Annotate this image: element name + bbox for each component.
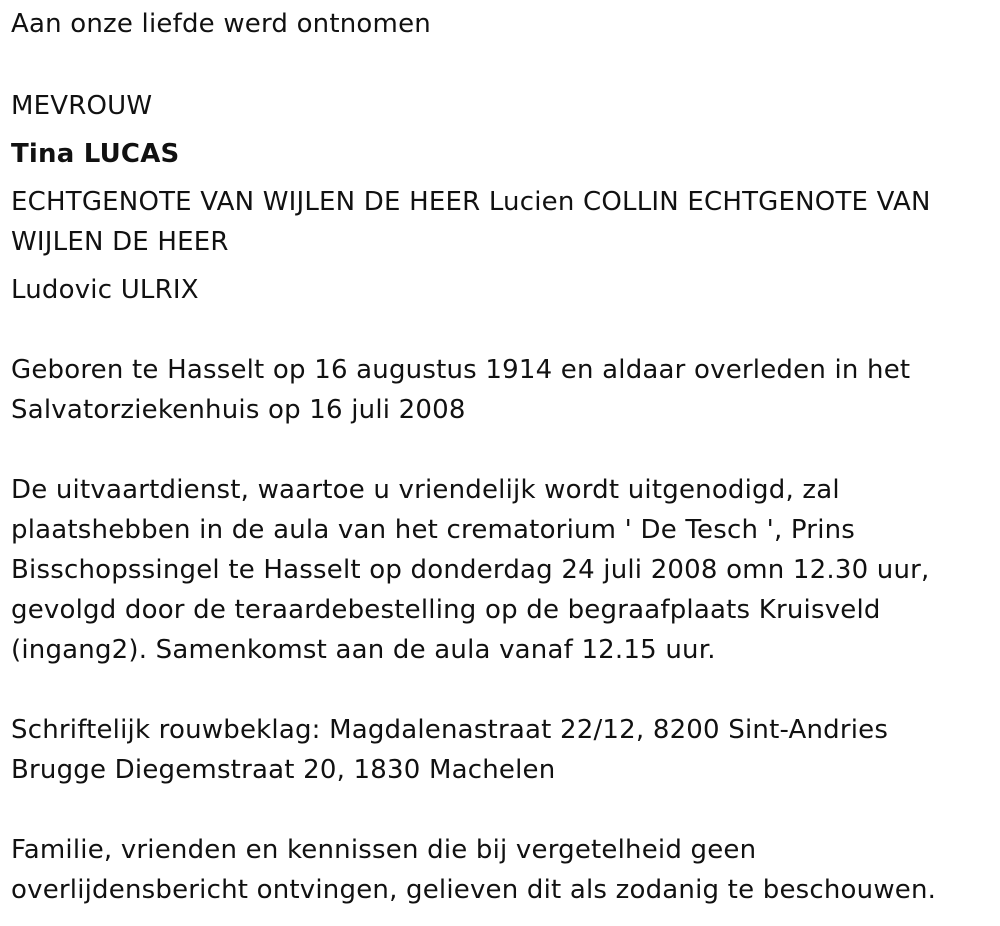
closing-line-2: overlijdensbericht ontvingen, gelieven dit als zodanig te beschouwen. [11, 875, 937, 905]
intro-line: Aan onze liefde werd ontnomen [11, 9, 431, 39]
honorific-title [11, 86, 152, 126]
closing-line-1: Familie, vrienden en kennissen die bij vergetelheid geen [11, 835, 757, 865]
deceased-name [11, 134, 179, 174]
condolence-line-2: Brugge Diegemstraat 20, 1830 Machelen [11, 755, 556, 785]
condolence-line-1: Schriftelijk rouwbeklag: Magdalenastraat 22/12, 8200 Sint-Andries [11, 715, 889, 745]
spouse-info [11, 182, 986, 262]
funeral-line-4: gevolgd door de teraardebestelling op de begraafplaats Kruisveld [11, 595, 881, 625]
spouse-line-1: ECHTGENOTE VAN WIJLEN DE HEER Lucien COLLIN ECHTGENOTE VAN [11, 187, 931, 217]
intro-text [11, 4, 431, 44]
funeral-line-2: plaatshebben in de aula van het crematorium ' De Tesch ', Prins [11, 515, 856, 545]
spouse-line-2: WIJLEN DE HEER [11, 227, 229, 257]
title-line: MEVROUW [11, 91, 153, 121]
second-spouse-info [11, 270, 199, 310]
birth-death-paragraph [11, 350, 986, 430]
condolence-paragraph [11, 710, 986, 790]
funeral-paragraph [11, 470, 986, 670]
funeral-line-1: De uitvaartdienst, waartoe u vriendelijk wordt uitgenodigd, zal [11, 475, 840, 505]
funeral-line-5: (ingang2). Samenkomst aan de aula vanaf 12.15 uur. [11, 635, 716, 665]
birth-line-2: Salvatorziekenhuis op 16 juli 2008 [11, 395, 466, 425]
spouse-line-3: Ludovic ULRIX [11, 275, 199, 305]
birth-line-1: Geboren te Hasselt op 16 augustus 1914 en aldaar overleden in het [11, 355, 911, 385]
closing-paragraph [11, 830, 986, 910]
funeral-line-3: Bisschopssingel te Hasselt op donderdag 24 juli 2008 omn 12.30 uur, [11, 555, 930, 585]
name-line: Tina LUCAS [11, 139, 180, 169]
